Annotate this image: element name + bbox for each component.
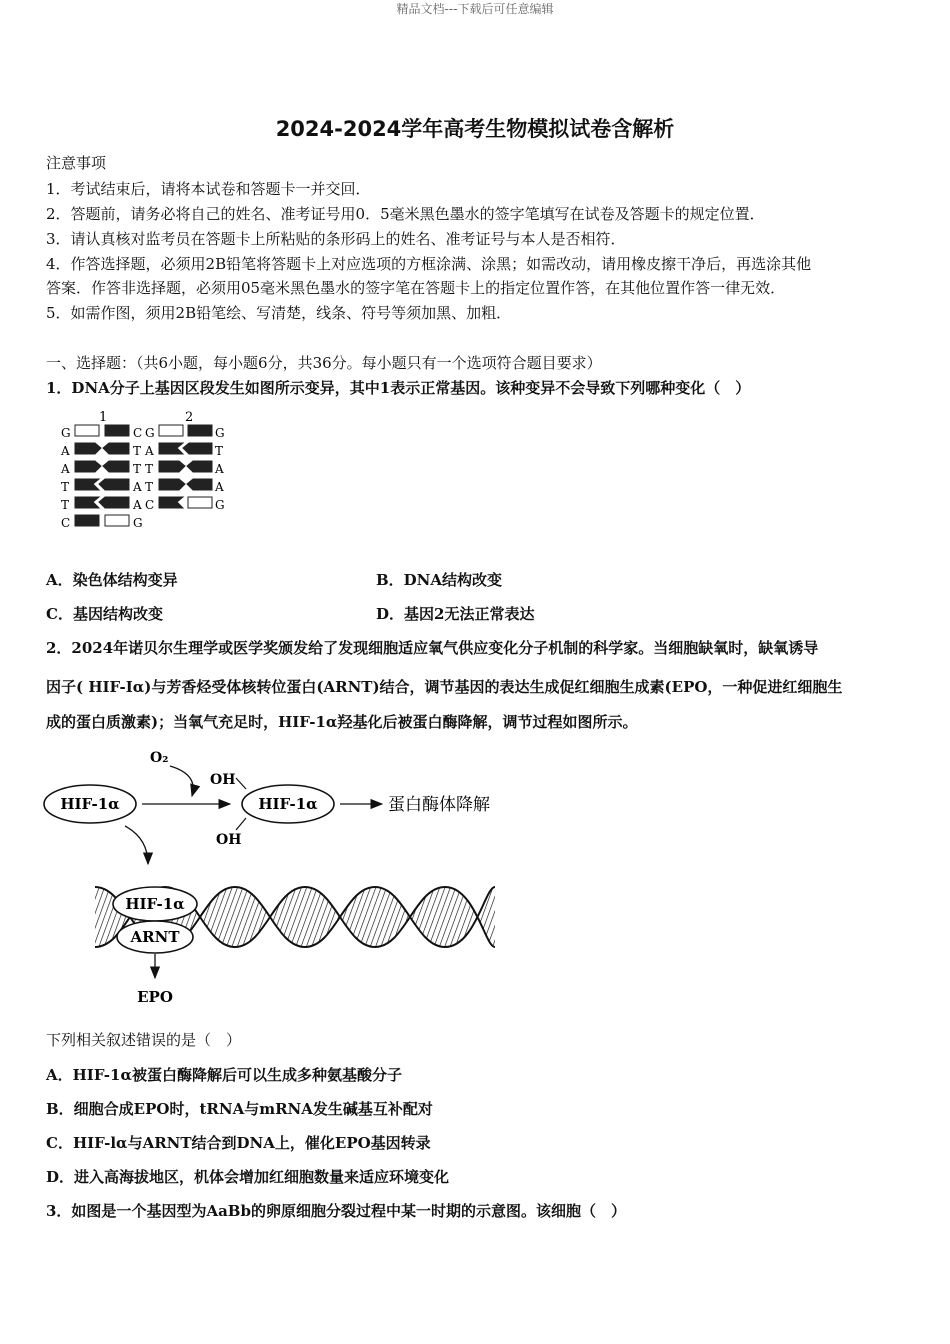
gene-2-label: 2 (185, 410, 194, 425)
svg-text:T: T (61, 480, 70, 494)
hif-regulation-figure (40, 742, 540, 1012)
svg-text:G: G (145, 426, 155, 440)
question-2-prompt: 下列相关叙述错误的是（ ） (46, 1031, 242, 1049)
left-strand-bases (60, 426, 71, 530)
svg-text:C: C (145, 498, 155, 512)
question-3-stem: 3．如图是一个基因型为AaBb的卵原细胞分裂过程中某一时期的示意图。该细胞（ ） (46, 1202, 626, 1220)
question-2-stem-line: 成的蛋白质激素)；当氧气充足时，HIF-1α羟基化后被蛋白酶降解，调节过程如图所示。 (46, 713, 638, 731)
note-item: 3．请认真核对监考员在答题卡上所粘贴的条形码上的姓名、准考证号与本人是否相符． (46, 230, 626, 248)
svg-text:T: T (61, 498, 70, 512)
right-strand-bases (214, 426, 225, 512)
paper-title: 2024-2024学年高考生物模拟试卷含解析 (275, 117, 675, 141)
dna-variation-figure (55, 405, 245, 535)
svg-text:T: T (133, 462, 142, 476)
svg-text:T: T (145, 480, 154, 494)
svg-text:A: A (61, 444, 70, 458)
svg-text:C: C (61, 516, 71, 530)
note-item: 4．作答选择题，必须用2B铅笔将答题卡上对应选项的方框涂满、涂黑；如需改动，请用橡皮擦干净后，再选涂其他 (46, 255, 812, 273)
svg-text:G: G (215, 426, 225, 440)
q2-option-b: B．细胞合成EPO时，tRNA与mRNA发生碱基互补配对 (46, 1100, 433, 1118)
q1-option-d: D．基因2无法正常表达 (376, 605, 535, 623)
page-header: 精品文档---下载后可任意编辑 (396, 2, 554, 16)
q1-option-c: C．基因结构改变 (46, 605, 163, 623)
svg-text:T: T (133, 444, 142, 458)
oxygen-arrow (170, 766, 193, 796)
hif-dna-label: HIF-1α (125, 895, 185, 913)
svg-text:T: T (145, 462, 154, 476)
question-1-stem: 1．DNA分子上基因区段发生如图所示变异，其中1表示正常基因。该种变异不会导致下列哪种变化（ ） (46, 379, 751, 397)
hif-left-label: HIF-1α (60, 795, 120, 813)
q1-option-a: A．染色体结构变异 (46, 571, 178, 589)
binding-arrow (125, 826, 148, 864)
question-2-stem-line: 2．2024年诺贝尔生理学或医学奖颁发给了发现细胞适应氧气供应变化分子机制的科学家。当细胞缺氧时，缺氧诱导 (46, 639, 819, 657)
section-heading: 一、选择题：（共6小题，每小题6分，共36分。每小题只有一个选项符合题目要求） (46, 354, 602, 372)
arnt-label: ARNT (130, 928, 180, 946)
svg-text:G: G (215, 498, 225, 512)
gene-1-label: 1 (99, 410, 108, 425)
q2-option-d: D．进入高海拔地区，机体会增加红细胞数量来适应环境变化 (46, 1168, 450, 1186)
q2-option-c: C．HIF-lα与ARNT结合到DNA上，催化EPO基因转录 (46, 1134, 431, 1152)
hif-right-label: HIF-1α (258, 795, 318, 813)
question-2-stem-line: 因子( HIF-Iα)与芳香烃受体核转位蛋白(ARNT)结合，调节基因的表达生成促红细胞生成素(EPO，一种促进红细胞生 (46, 678, 843, 696)
gene-2-pairs (159, 425, 212, 508)
oh-bottom-label: OH (216, 832, 242, 848)
note-item: 5．如需作图，须用2B铅笔绘、写清楚，线条、符号等须加黑、加粗． (46, 304, 512, 322)
q1-option-b: B．DNA结构改变 (376, 571, 503, 589)
svg-text:A: A (145, 444, 154, 458)
svg-text:A: A (61, 462, 70, 476)
epo-label: EPO (137, 988, 173, 1006)
note-item: 答案．作答非选择题，必须用05毫米黑色墨水的签字笔在答题卡上的指定位置作答，在其他位置作答一律无效． (46, 279, 786, 297)
gene-1-pairs (75, 425, 129, 526)
svg-text:A: A (133, 480, 142, 494)
q2-option-a: A．HIF-1α被蛋白酶降解后可以生成多种氨基酸分子 (46, 1066, 403, 1084)
note-item: 2．答题前，请务必将自己的姓名、准考证号用0．5毫米黑色墨水的签字笔填写在试卷及答题卡的规定位置． (46, 205, 765, 223)
middle-1-bases (132, 426, 143, 530)
middle-2-bases (144, 426, 155, 512)
oh-top-label: OH (210, 772, 236, 788)
degrade-label: 蛋白酶体降解 (388, 795, 490, 815)
notes-heading: 注意事项 (46, 154, 107, 172)
svg-text:G: G (61, 426, 71, 440)
svg-text:G: G (133, 516, 143, 530)
note-item: 1．考试结束后，请将本试卷和答题卡一并交回． (46, 180, 371, 198)
svg-text:C: C (133, 426, 143, 440)
svg-text:A: A (215, 480, 224, 494)
oxygen-label: O₂ (150, 750, 169, 766)
svg-text:T: T (215, 444, 224, 458)
svg-text:A: A (133, 498, 142, 512)
svg-text:A: A (215, 462, 224, 476)
